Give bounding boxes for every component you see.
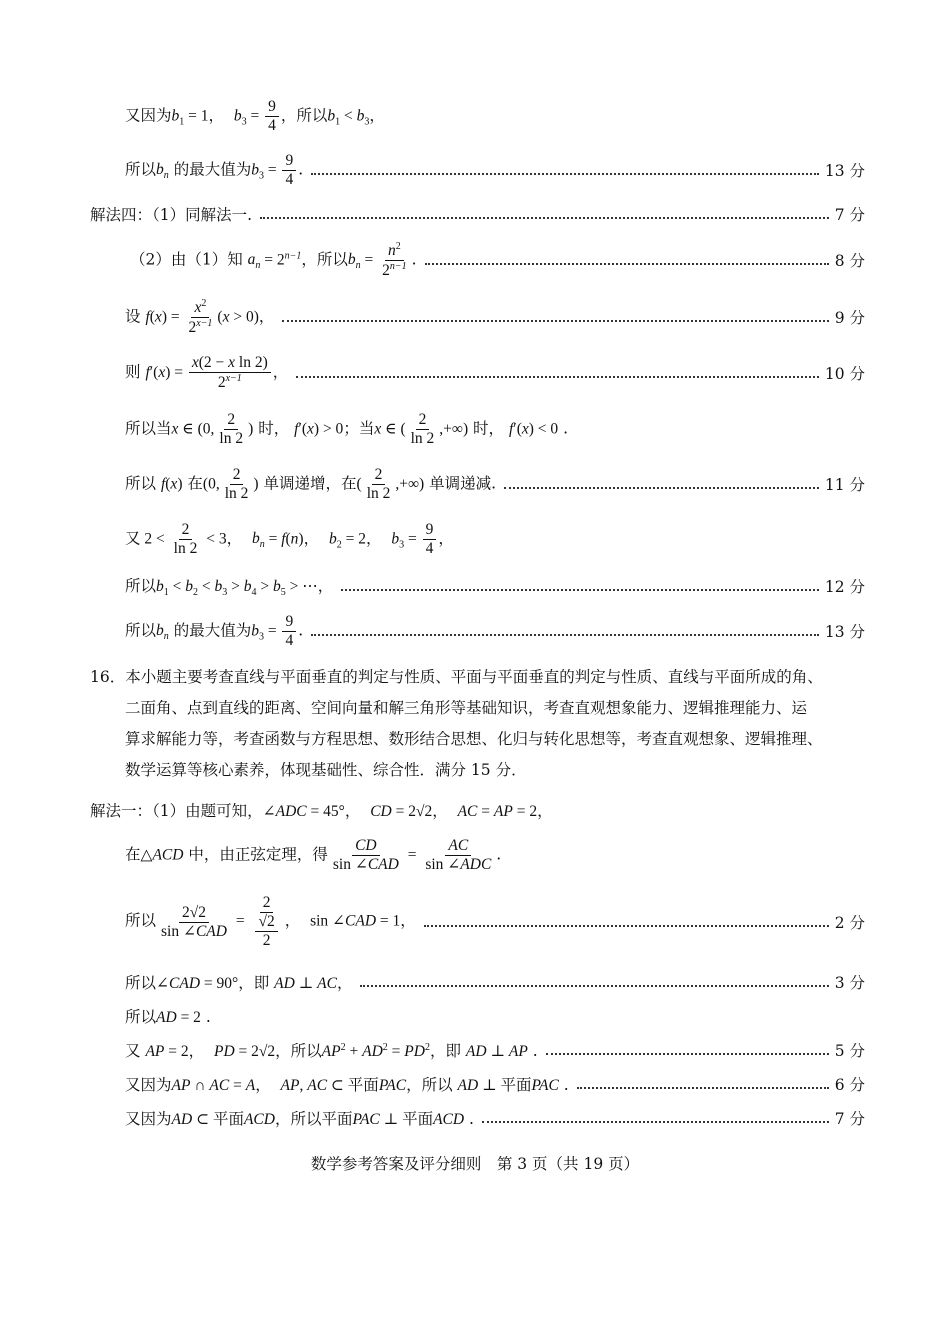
dot-leader [482, 1121, 829, 1123]
answer-line [125, 1072, 865, 1096]
answer-line [90, 202, 865, 226]
dot-leader [360, 985, 828, 987]
math-expression: 所以当x ∈ (0, $\frac{2}{\ln 2}$ ) 时， f′(x) > 0；当x ∈ ( $\frac{2}{\ln 2}$ ,+∞) 时， f′(x) < 0 . [125, 410, 569, 447]
math-expression: 又因为AP ∩ AC = A， AP, AC ⊂ 平面PAC，所以 AD ⊥ 平面PAC . [125, 1076, 569, 1094]
score-label: 13 分 [824, 162, 865, 180]
dot-leader [424, 925, 829, 927]
score-label: 2 分 [834, 914, 865, 932]
dot-leader [311, 173, 819, 175]
paragraph-line: 数学运算等核心素养，体现基础性、综合性．满分 15 分． [125, 761, 527, 779]
score-label: 8 分 [834, 252, 865, 270]
math-expression: 解法一：（1）由题可知，∠ADC = 45°， CD = 2√2， AC = AP = 2， [90, 802, 553, 820]
math-expression: （2）由（1）知 $a_n = 2^{n-1}$，所以$b_n$ = $\frac{n^2}{2^{n-1}}$ . [130, 240, 417, 279]
dot-leader [260, 217, 829, 219]
dot-leader [577, 1087, 829, 1089]
math-expression: 所以$b_n$ 的最大值为$b_3$ = $\frac{9}{4}$ . [125, 151, 304, 188]
answer-text: 解法四：（1）同解法一. [90, 206, 253, 224]
score-label: 10 分 [824, 365, 865, 383]
answer-line [125, 1038, 865, 1062]
math-expression: 又 AP = 2， PD = 2√2，所以$AP^2 + AD^2 = PD^2$，即 AD ⊥ AP . [125, 1041, 538, 1060]
answer-line [125, 888, 865, 956]
answer-line [125, 611, 865, 651]
answer-line [125, 96, 865, 136]
answer-line [125, 1106, 865, 1130]
score-label: 7 分 [834, 1110, 865, 1128]
answer-line [90, 798, 865, 822]
dot-leader [341, 589, 819, 591]
math-expression: 所以∠CAD = 90°，即 AD ⊥ AC， [125, 974, 353, 992]
question-16-description [90, 662, 865, 786]
answer-line [125, 1004, 865, 1028]
math-expression: 所以 $\frac{2√2}{\text{sin ∠CAD}}$ = $\frac{2}{\frac{√2}{2}}$ ， sin ∠CAD = 1， [125, 894, 416, 949]
answer-line [125, 150, 865, 190]
math-expression: 所以$b_1 < b_2 < b_3 > b_4 > b_5$ > ⋯， [125, 576, 334, 599]
dot-leader [504, 487, 819, 489]
math-expression: 又因为AD ⊂ 平面ACD，所以平面PAC ⊥ 平面ACD . [125, 1110, 474, 1128]
dot-leader [425, 263, 829, 265]
score-label: 7 分 [834, 206, 865, 224]
score-label: 3 分 [834, 974, 865, 992]
paragraph-line: 二面角、点到直线的距离、空间向量和解三角形等基础知识，考查直观想象能力、逻辑推理能力、运 [125, 699, 808, 717]
dot-leader [546, 1053, 829, 1055]
score-label: 13 分 [824, 623, 865, 641]
answer-line [125, 297, 865, 337]
math-expression: 则 f′(x) = $\frac{\text{x(2 − x ln 2)}}{2^{x-1}}$ ， [125, 354, 289, 392]
answer-line [125, 834, 865, 876]
score-label: 11 分 [824, 476, 865, 494]
dot-leader [296, 376, 819, 378]
math-expression: 所以$b_n$ 的最大值为$b_3$ = $\frac{9}{4}$ . [125, 612, 304, 649]
math-expression: 所以 f(x) 在(0, $\frac{2}{\ln 2}$ ) 单调递增，在( $\frac{2}{\ln 2}$ ,+∞) 单调递减. [125, 465, 497, 502]
math-expression: 又 2 < $\frac{2}{\ln 2}$ < 3， $b_n = f(n)$， $b_2 = 2$， $b_3$ = $\frac{9}{4}$ ， [125, 520, 454, 557]
answer-line [125, 408, 865, 450]
paragraph-line: 算求解能力等，考查函数与方程思想、数形结合思想、化归与转化思想等，考查直观想象、逻辑推理、 [125, 730, 823, 748]
math-expression: 设 f(x) = $\frac{x^2}{2^{x-1}}$ (x > 0)， [125, 297, 275, 336]
math-expression: 又因为$b_1 = 1$， $b_3$ = $\frac{9}{4}$ ，所以$b_1 < b_3$， [125, 97, 385, 134]
answer-line [125, 463, 865, 505]
score-label: 6 分 [834, 1076, 865, 1094]
answer-line [125, 353, 865, 393]
math-expression: 所以AD = 2 . [125, 1008, 211, 1026]
score-label: 12 分 [824, 578, 865, 596]
dot-leader [282, 320, 828, 322]
answer-line [125, 970, 865, 994]
score-label: 5 分 [834, 1042, 865, 1060]
answer-line [125, 574, 865, 598]
dot-leader [311, 634, 819, 636]
answer-line [130, 240, 865, 280]
page-footer: 数学参考答案及评分细则 第 3 页（共 19 页） [310, 1155, 640, 1173]
answer-line [125, 518, 865, 560]
math-expression: 在△ACD 中，由正弦定理，得 $\frac{CD}{\text{sin ∠CAD}}$ = $\frac{AC}{\text{sin ∠ADC}}$ . [125, 836, 502, 873]
score-label: 9 分 [834, 309, 865, 327]
paragraph-line: 16．本小题主要考查直线与平面垂直的判定与性质、平面与平面垂直的判定与性质、直线与平面所成的角、 [90, 668, 823, 686]
